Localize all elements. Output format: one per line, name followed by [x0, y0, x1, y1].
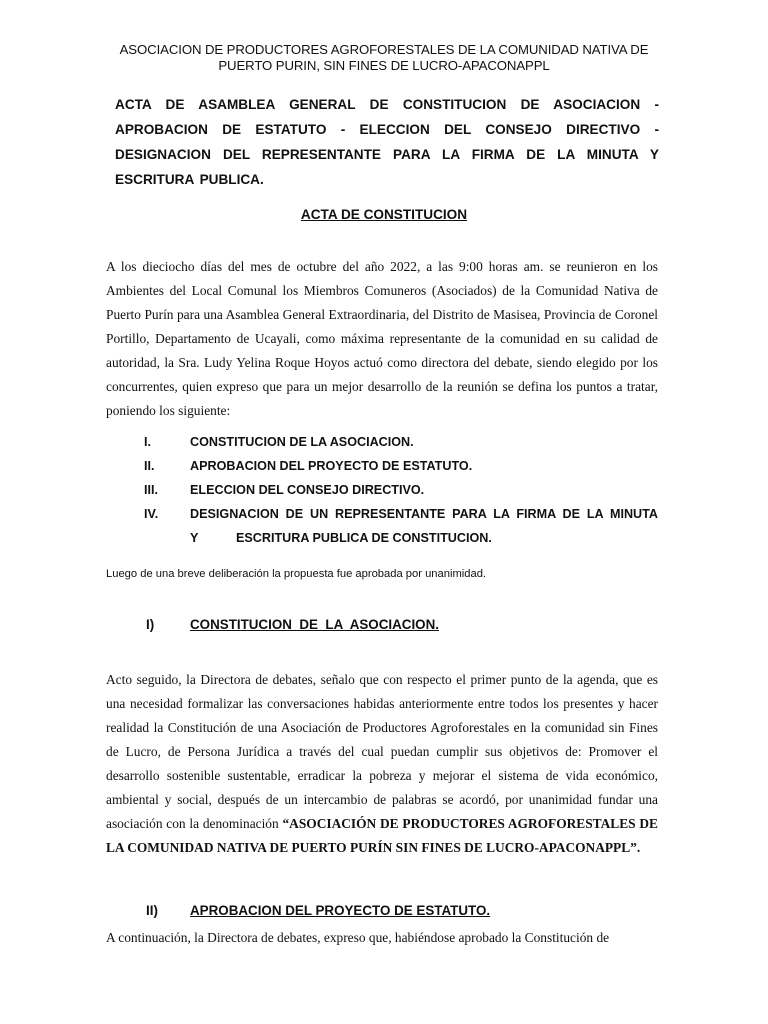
section-1-number: I) [146, 617, 155, 632]
agenda-item [144, 430, 658, 454]
approval-note: Luego de una breve deliberación la propuesta fue aprobada por unanimidad. [106, 568, 487, 580]
agenda-item-number: III. [144, 483, 158, 497]
agenda-list [144, 430, 658, 550]
agenda-continuation-text: ESCRITURA PUBLICA DE CONSTITUCION. [236, 531, 492, 545]
agenda-item-number: II. [144, 459, 155, 473]
main-heading: ACTA DE CONSTITUCION [300, 207, 468, 222]
intro-paragraph: A los dieciocho días del mes de octubre del año 2022, a las 9:00 horas am. se reunieron en los Ambientes del Local Comunal los Miembros Comuneros (Asociados) de la Comunidad Nativa de Puerto Purín para una Asamblea General Extraordinaria, del Distrito de Masisea, Provincia de Coronel Portillo, Departamento de Ucayali, como máxima representante de la comunidad en su calidad de autoridad, la Sra. Ludy Yelina Roque Hoyos actuó como directora del debate, siendo elegido por los concurrentes, quien expreso que para un mejor desarrollo de la reunión se defina los puntos a tratar, poniendo los siguiente: [106, 259, 658, 418]
section-2-heading [146, 903, 490, 918]
organization-header: ASOCIACION DE PRODUCTORES AGROFORESTALES DE LA COMUNIDAD NATIVA DE PUERTO PURIN, SIN FINES DE LUCRO-APACONAPPL [119, 42, 649, 73]
section-2-title: APROBACION DEL PROYECTO DE ESTATUTO. [190, 903, 491, 918]
section-2-paragraph: A continuación, la Directora de debates, expreso que, habiéndose aprobado la Constitución de [106, 930, 610, 945]
acta-title: ACTA DE ASAMBLEA GENERAL DE CONSTITUCION DE ASOCIACION - APROBACION DE ESTATUTO - ELECCION DEL CONSEJO DIRECTIVO - DESIGNACION DEL REPRESENTANTE PARA LA FIRMA DE LA MINUTA Y ESCRITURA PUBLICA. [115, 97, 659, 187]
agenda-item-number: IV. [144, 507, 159, 521]
agenda-item [144, 502, 658, 526]
agenda-item [144, 478, 658, 502]
section-1-paragraph [106, 668, 658, 860]
section-1-title: CONSTITUCION DE LA ASOCIACION. [190, 617, 439, 632]
section-2-number: II) [146, 903, 158, 918]
agenda-item-number: I. [144, 435, 151, 449]
agenda-continuation-conjunction: Y [190, 531, 199, 545]
section-1-heading [146, 617, 439, 632]
agenda-item-text: DESIGNACION DE UN REPRESENTANTE PARA LA FIRMA DE LA MINUTA [190, 507, 658, 521]
agenda-item-text: CONSTITUCION DE LA ASOCIACION. [190, 435, 414, 449]
association-name-quote: “ASOCIACIÓN DE PRODUCTORES AGROFORESTALES DE LA COMUNIDAD NATIVA DE PUERTO PURÍN SIN FINES DE LUCRO-APACONAPPL”. [106, 816, 658, 855]
agenda-item-continuation [144, 526, 658, 550]
agenda-item-text: ELECCION DEL CONSEJO DIRECTIVO. [190, 483, 425, 497]
section-1-body: Acto seguido, la Directora de debates, señalo que con respecto el primer punto de la agenda, que es una necesidad formalizar las conversaciones habidas anteriormente entre todos los presentes y hacer realidad la Constitución de una Asociación de Productores Agroforestales en la comunidad sin Fines de Lucro, de Persona Jurídica a través del cual puedan cumplir sus objetivos de: Promover el desarrollo sostenible sustentable, erradicar la pobreza y mejorar el sistema de vida económico, ambiental y social, después de un intercambio de palabras se acordó, por unanimidad fundar una asociación con la denominación [106, 672, 658, 831]
agenda-item [144, 454, 658, 478]
agenda-item-text: APROBACION DEL PROYECTO DE ESTATUTO. [190, 459, 473, 473]
